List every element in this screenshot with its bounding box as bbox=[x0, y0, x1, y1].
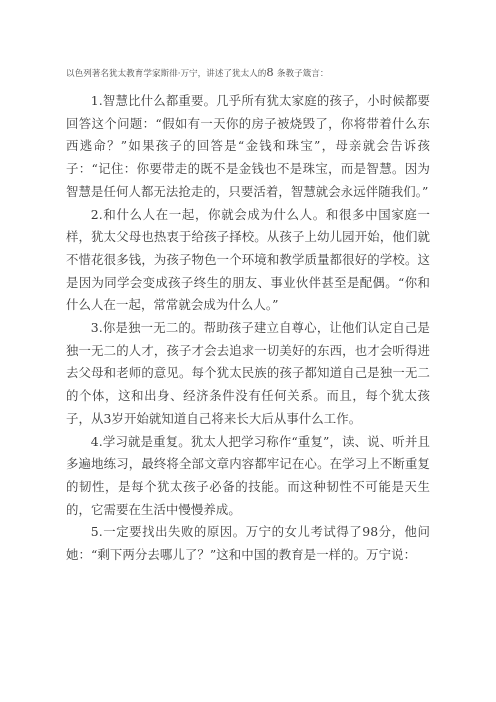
paragraph-5: 5.一定要找出失败的原因。万宁的女儿考试得了98分，他问她：“剩下两分去哪儿了？”这和中国的教育是一样的。万宁说： bbox=[66, 524, 430, 563]
intro-tail: 条教子箴言： bbox=[276, 69, 329, 79]
paragraph-1: 1.智慧比什么都重要。几乎所有犹太家庭的孩子，小时候都要回答这个问题：“假如有一天你的房子被烧毁了，你将带着什么东西逃命？”如果孩子的回答是“金钱和珠宝”，母亲就会告诉孩子：“记住：你要带走的既不是金钱也不是珠宝，而是智慧。因为智慧是任何人都无法抢走的，只要活着，智慧就会永远伴随我们。” bbox=[66, 93, 430, 199]
paragraph-2: 2.和什么人在一起，你就会成为什么人。和很多中国家庭一样，犹太父母也热衷于给孩子择校。从孩子上幼儿园开始，他们就不惜花很多钱，为孩子物色一个环境和教学质量都很好的学校。这是因为同学会变成孩子终生的朋友、事业伙伴甚至是配偶。“你和什么人在一起，常常就会成为什么人。” bbox=[66, 206, 430, 313]
intro-lead: 以色列著名犹太教育学家斯徘·万宁，讲述了犹太人的 bbox=[66, 69, 267, 79]
intro-number: 8 bbox=[266, 65, 274, 79]
paragraph-3: 3.你是独一无二的。帮助孩子建立自尊心，让他们认定自己是独一无二的人才，孩子才会去追求一切美好的东西，也才会听得进去父母和老师的意见。每个犹太民族的孩子都知道自己是独一无二的个体，这和出身、经济条件没有任何关系。而且，每个犹太孩子，从3岁开始就知道自己将来长大后从事什么工作。 bbox=[66, 320, 430, 426]
intro-line bbox=[66, 64, 430, 82]
paragraph-4: 4.学习就是重复。犹太人把学习称作“重复”，读、说、听并且多遍地练习，最终将全部文章内容都牢记在心。在学习上不断重复的韧性，是每个犹太孩子必备的技能。而这种韧性不可能是天生的，它需要在生活中慢慢养成。 bbox=[66, 433, 430, 517]
